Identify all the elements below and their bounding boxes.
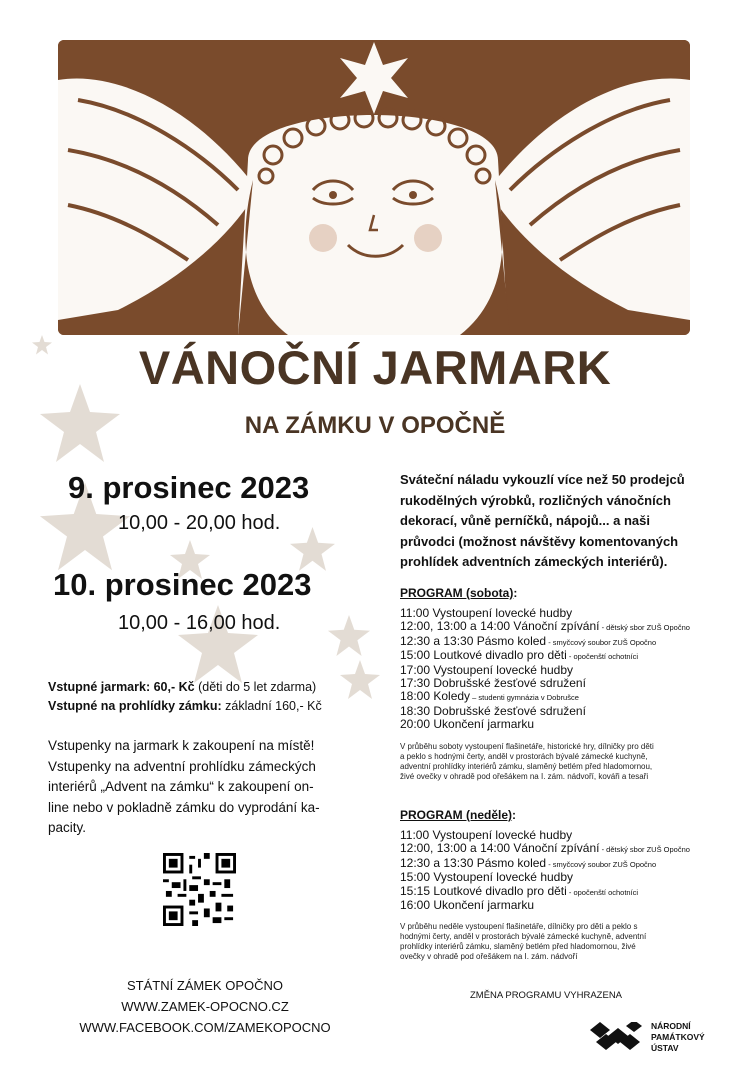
page-title: VÁNOČNÍ JARMARK — [138, 341, 612, 394]
facebook-link[interactable]: WWW.FACEBOOK.COM/ZAMEKOPOCNO — [79, 1020, 331, 1035]
program-sunday-note: V průběhu neděle vystoupení flašinetáře, dílničky pro děti a peklo s hodnými čerty, anděl v prostorách bývalé zámecké kuchyně, adventní prohlídky interiérů zámku, slaměný betlém před hladomornou, živé ovečky v ohradě pod ořešákem na I. zám. nádvoří — [400, 922, 647, 962]
program-item: 17:30 Dobrušské žesťové sdružení — [400, 676, 586, 691]
program-item: 17:00 Vystoupení lovecké hudby — [400, 662, 574, 677]
date-day2: 10. prosinec 2023 — [53, 567, 312, 602]
program-saturday — [400, 584, 730, 782]
hours-day2: 10,00 - 16,00 hod. — [118, 612, 281, 634]
program-saturday-list — [400, 607, 730, 732]
program-item: 15:15 Loutkové divadlo pro děti - opočenští ochotníci — [400, 883, 639, 898]
fee-market: Vstupné jarmark: 60,- Kč (děti do 5 let zdarma) — [48, 680, 317, 694]
program-sunday-list — [400, 829, 730, 912]
program-item: 15:00 Vystoupení lovecké hudby — [400, 870, 574, 885]
qr-code-icon — [163, 853, 236, 926]
program-item: 11:00 Vystoupení lovecké hudby — [400, 828, 573, 842]
program-saturday-note: V průběhu soboty vystoupení flašinetáře, historické hry, dílničky pro děti a peklo s hodnými čerty, anděl v prostorách bývalé zámecké kuchyně, adventní prohlídky interiérů zámku, slaměný betlém před hladomornou, živé ovečky v ohradě pod ořešákem na I. zám. nádvoří, kováři a tesaři — [400, 741, 654, 781]
change-notice: ZMĚNA PROGRAMU VYHRAZENA — [470, 990, 623, 1001]
program-item: 12:00, 13:00 a 14:00 Vánoční zpívání - dětský sbor ZUŠ Opočno — [400, 841, 690, 856]
page-subtitle: NA ZÁMKU V OPOČNĚ — [244, 412, 506, 439]
star-icon — [328, 615, 370, 657]
date-day1: 9. prosinec 2023 — [68, 470, 310, 505]
hours-day1: 10,00 - 20,00 hod. — [118, 512, 281, 534]
angel-drawing — [58, 40, 690, 335]
admission-fees — [48, 678, 368, 716]
program-item: 16:00 Ukončení jarmarku — [400, 898, 535, 913]
fee-tours: Vstupné na prohlídky zámku: základní 160,- Kč — [48, 699, 322, 713]
program-item: 12:00, 13:00 a 14:00 Vánoční zpívání - dětský sbor ZUŠ Opočno — [400, 619, 690, 634]
program-item: 11:00 Vystoupení lovecké hudby — [400, 606, 573, 620]
program-item: 18:00 Koledy – studenti gymnázia v Dobrušce — [400, 689, 579, 704]
star-icon — [290, 527, 335, 572]
intro-text: Sváteční náladu vykouzlí více než 50 prodejců rukodělných výrobků, rozličných vánočních dekorací, vůně perníčků, nápojů... a naši průvodci (možnost návštěvy komentovaných prohlídek adventních zámeckých interiérů). — [400, 472, 685, 569]
program-saturday-heading: PROGRAM (sobota): — [400, 586, 518, 600]
angel-illustration — [58, 40, 690, 335]
npu-logo-icon — [590, 1022, 645, 1052]
program-item: 15:00 Loutkové divadlo pro děti - opočenští ochotníci — [400, 648, 639, 663]
program-sunday — [400, 806, 730, 962]
program-item: 12:30 a 13:30 Pásmo koled - smyčcový soubor ZUŠ Opočno — [400, 855, 657, 870]
website-link[interactable]: WWW.ZAMEK-OPOCNO.CZ — [121, 999, 289, 1014]
program-item: 12:30 a 13:30 Pásmo koled - smyčcový soubor ZUŠ Opočno — [400, 633, 657, 648]
ticket-info: Vstupenky na jarmark k zakoupení na místě! Vstupenky na adventní prohlídku zámeckých interiérů „Advent na zámku“ k zakoupení on- line nebo v pokladně zámku do vyprodání ka- pacity. — [48, 738, 320, 835]
program-sunday-heading: PROGRAM (neděle): — [400, 808, 517, 822]
footer-contact: STÁTNÍ ZÁMEK OPOČNO WWW.ZAMEK-OPOCNO.CZ WWW.FACEBOOK.COM/ZAMEKOPOCNO — [40, 975, 370, 1038]
program-item: 20:00 Ukončení jarmarku — [400, 717, 535, 732]
npu-name: NÁRODNÍ PAMÁTKOVÝ ÚSTAV — [651, 1021, 705, 1053]
program-item: 18:30 Dobrušské žesťové sdružení — [400, 703, 586, 718]
